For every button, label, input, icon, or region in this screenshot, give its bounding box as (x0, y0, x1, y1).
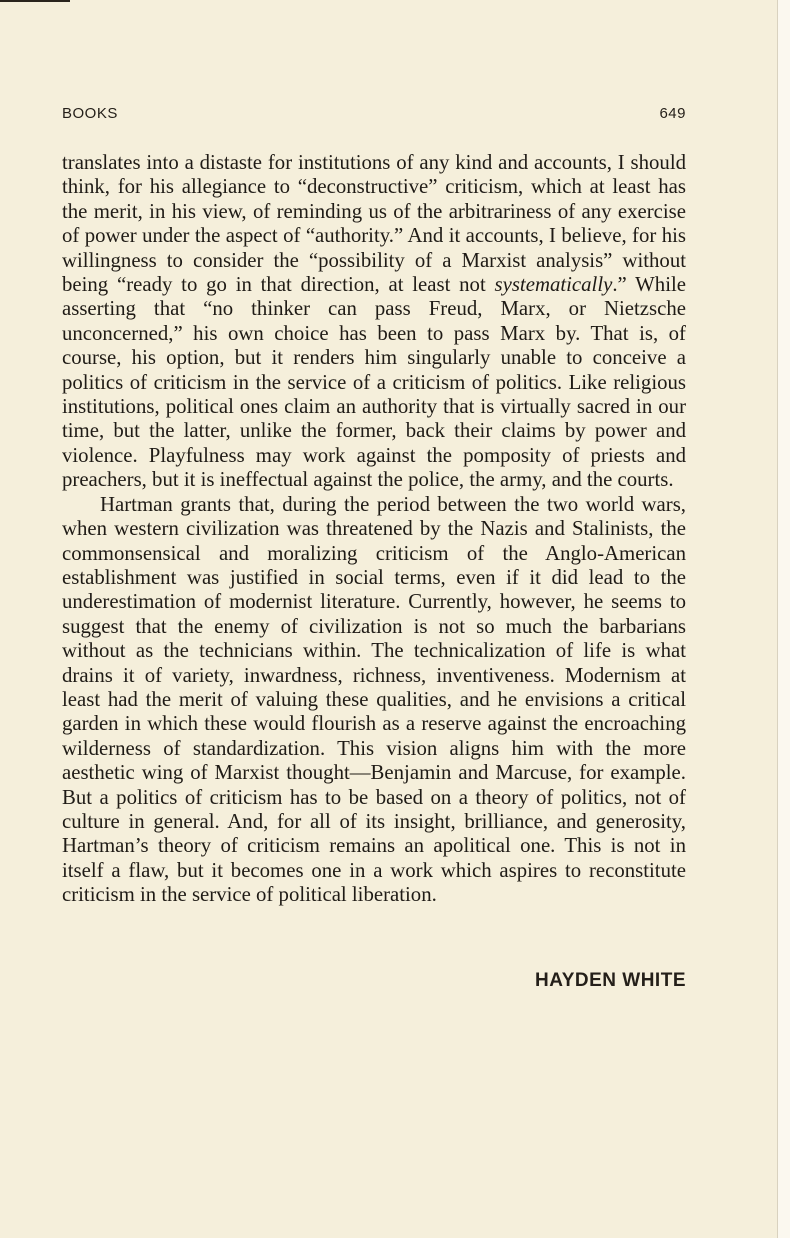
page-number: 649 (659, 105, 686, 122)
article-body (62, 151, 686, 908)
paragraph (62, 493, 686, 908)
paragraph-text: translates into a distaste for institutions of any kind and accounts, I should think, for his allegiance to “deconstructive” criticism, which at least has the merit, in his view, of reminding us of the arbitrariness of any exercise of power under the aspect of “authority.” And it accounts, I believe, for his willingness to consider the “possibility of a Marxist analysis” without being “ready to go in that direction, at least not (62, 151, 686, 297)
paragraph (62, 151, 686, 493)
page-edge (777, 0, 790, 1238)
author-byline: HAYDEN WHITE (535, 970, 686, 991)
paragraph-text: .” While asserting that “no thinker can pass Freud, Marx, or Nietzsche unconcerned,” his own choice has been to pass Marx by. That is, of course, his option, but it renders him singularly unable to conceive a politics of criticism in the service of a criticism of politics. Like religious institutions, political ones claim an authority that is virtually sacred in our time, but the latter, unlike the former, back their claims by power and violence. Playfulness may work against the pomposity of priests and preachers, but it is ineffectual against the police, the army, and the courts. (62, 273, 686, 492)
section-title: BOOKS (62, 105, 118, 122)
paragraph-text: Hartman grants that, during the period between the two world wars, when western civilization was threatened by the Nazis and Stalinists, the commonsensical and moralizing criticism of the Anglo-American establishment was justified in social terms, even if it did lead to the underestimation of modernist literature. Currently, however, he seems to suggest that the enemy of civilization is not so much the barbarians without as the technicians within. The technicalization of life is what drains it of variety, inwardness, richness, inventiveness. Modernism at least had the merit of valuing these qualities, and he envisions a critical garden in which these would flourish as a reserve against the encroaching wilderness of standardization. This vision aligns him with the more aesthetic wing of Marxist thought—Benjamin and Marcuse, for example. But a politics of criticism has to be based on a theory of politics, not of culture in general. And, for all of its insight, brilliance, and generosity, Hartman’s theory of criticism remains an apolitical one. This is not in itself a flaw, but it becomes one in a work which aspires to reconstitute criticism in the service of political liberation. (62, 492, 686, 907)
top-rule (0, 0, 70, 2)
running-head (62, 105, 686, 127)
italic-text: systematically (494, 273, 613, 297)
